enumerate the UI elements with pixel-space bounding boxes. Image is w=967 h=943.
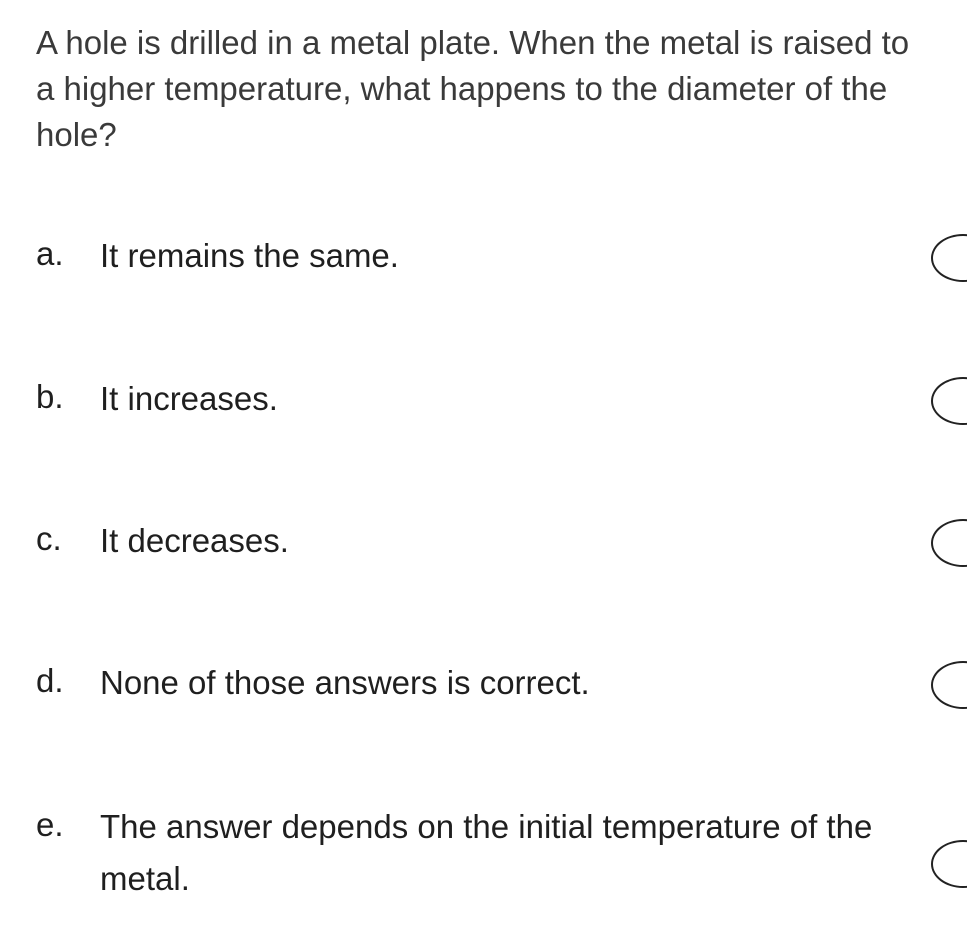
option-letter: d. (36, 662, 64, 699)
radio-button-b[interactable] (931, 377, 967, 425)
option-label: It decreases. (100, 522, 289, 559)
option-label: It increases. (100, 380, 278, 417)
radio-button-c[interactable] (931, 519, 967, 567)
option-letter: c. (36, 520, 62, 557)
option-letter: a. (36, 235, 64, 272)
radio-button-d[interactable] (931, 661, 967, 709)
option-label: None of those answers is correct. (100, 664, 590, 701)
option-letter: b. (36, 378, 64, 415)
option-label: The answer depends on the initial temperature of the metal. (100, 808, 873, 897)
radio-button-a[interactable] (931, 234, 967, 282)
question-text: A hole is drilled in a metal plate. When the metal is raised to a higher temperature, what happens to the diameter of the hole? (36, 24, 910, 153)
option-letter: e. (36, 806, 64, 843)
radio-button-e[interactable] (931, 840, 967, 888)
option-label: It remains the same. (100, 237, 399, 274)
